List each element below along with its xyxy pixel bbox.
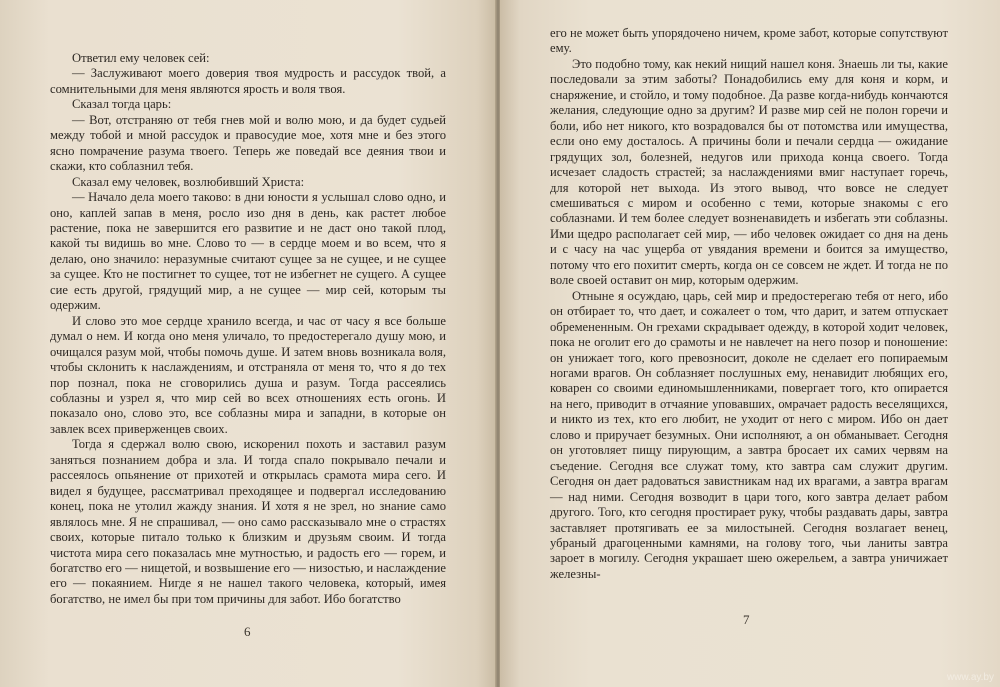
paragraph: Отныне я осуждаю, царь, сей мир и предостерегаю тебя от него, ибо он отбирает то, что дает, и сожалеет о том, что дарит, и затем отпускает обремененным. Он грехами скрадывает одежду, в которой ходит человек, пока не оголит его до срамоты и не навлечет на него позор и поношение: он унижает того, кого превозносит, доколе не сделает его попираемым ногами врагов. Он соблазняет послушных ему, ненавидит любящих его, коварен со своими единомышленниками, повергает того, кто опирается на него, приводит в отчаяние уповавших, омрачает радость веселящихся, и никто из тех, кто его любит, не уходит от него с миром. Ибо он дает слово и приручает безумных. Они исполняют, а он обманывает. Сегодня он уготовляет пищу пирующим, а завтра бросает их самих червям на съедение. Сегодня все служат тому, кто завтра сам служит другим. Сегодня он дает радоваться завистникам над их врагами, а завтра врагам — над ними. Сегодня возводит в цари того, кого завтра делает рабом другого. Того, кто сегодня простирает руку, чтобы раздавать дары, завтра заставляет протягивать ее за милостыней. Сегодня возлагает венец, убраный драгоценными камнями, на голову того, чьи ланиты завтра зароет в могилу. Сегодня украшает шею ожерельем, а завтра уничижает железны- <box>550 288 948 581</box>
left-page <box>0 0 497 687</box>
page-number: 7 <box>743 612 750 627</box>
right-page-text <box>550 26 948 582</box>
paragraph: его не может быть упорядочено ничем, кроме забот, которые сопутствуют ему. <box>550 26 948 56</box>
paragraph: Сказал тогда царь: <box>72 97 172 112</box>
right-page <box>500 0 1000 687</box>
watermark: www.ay.by <box>946 672 994 683</box>
paragraph: — Вот, отстраняю от тебя гнев мой и волю мою, и да будет судьей между тобой и мной рассудок и правосудие мое, хотя мне и без этого ясно помрачение разума твоего. Теперь же поведай все деяния твои и скажи, кто соблазнил тебя. <box>50 112 446 174</box>
paragraph: Тогда я сдержал волю свою, искоренил похоть и заставил разум заняться познанием добра и зла. И тогда спало покрывало печали и рассеялось опьянение от прихотей и открылась срамота мира сего. И видел я будущее, рассматривал преходящее и подвергал исследованию конец, пока не утолил жажду знания. И хотя я не зрел, но знание само являлось мне. Я не спрашивал, — оно само рассказывало мне о страстях своих, которые питало только к близким и друзьям своим. И тогда чистота мира сего показалась мне мутностью, и радость его — горем, и богатство его — нищетой, и возвышение его — низостью, и наслаждение его — покаянием. Нигде я не нашел такого человека, который, имея богатство, не имел бы при том причины для забот. Ибо богатство <box>50 437 446 606</box>
paragraph: И слово это мое сердце хранило всегда, и час от часу я все больше думал о нем. И когда оно меня уличало, то предостерегало душу мою, и очищался разум мой, чтобы помочь душе. И затем вновь возникала воля, чтобы склонить к наслаждениям, и отстраняла от меня то, что я до тех пор познал, пока не сговорились душа и разум. Тогда рассеялись соблазны и узрел я, что мир сей во всех отношениях есть огонь. И показало оно, слово это, все соблазны мира и западни, в которые он завлек всех приверженцев своих. <box>50 313 446 436</box>
paragraph: Это подобно тому, как некий нищий нашел коня. Знаешь ли ты, какие последовали за этим заботы? Понадобились ему для коня и корм, и снаряжение, и стойло, и тому подобное. Да разве когда-нибудь кончаются желания, следующие одно за другим? И разве мир сей не полон горечи и боли, ибо нет никого, кто возрадовался бы от потомства или имущества, если оно ему досталось. А причины боли и печали сердца — ожидание грядущих зол, болезней, недугов или прихода конца своего. Тогда исчезает сладость страстей; за наслаждениями вмиг наступает горечь, для которой нет выхода. Из этого вывод, что вовсе не следует смешиваться с миром и особенно с теми, которые знакомы с его соблазнами. И тем более следует возненавидеть и избегать эти соблазны. Ими щедро располагает сей мир, — ибо человек ожидает со дня на день и с часу на час ущерба от увядания времени и боится за имущество, потому что его похитит смерть, когда он се совсем не ждет. И тогда не по воле своей оставит он мир, которым одержим. <box>550 56 948 288</box>
paragraph: — Заслуживают моего доверия твоя мудрость и рассудок твой, а сомнительными для меня являются ярость и воля твоя. <box>50 66 446 96</box>
paragraph: — Начало дела моего таково: в дни юности я услышал слово одно, и оно, каплей запав в меня, росло изо дня в день, как растет любое растение, пока не завершится его развитие и не даст оно такой плод, какой ты видишь во мне. Слово то — в сердце моем и во всем, что я делаю, оно значило: неразумные считают сущее за не сущее, и не сущее за сущее. Кто не постигнет то сущее, тот не избегнет не сущего. А сущее сие есть другой, грядущий мир, а не сущее — мир сей, которым ты одержим. <box>50 190 446 313</box>
paragraph: Ответил ему человек сей: <box>72 51 210 65</box>
left-page-text <box>50 44 446 607</box>
paragraph: Сказал ему человек, возлюбивший Христа: <box>72 174 305 189</box>
page-number: 6 <box>244 624 251 639</box>
